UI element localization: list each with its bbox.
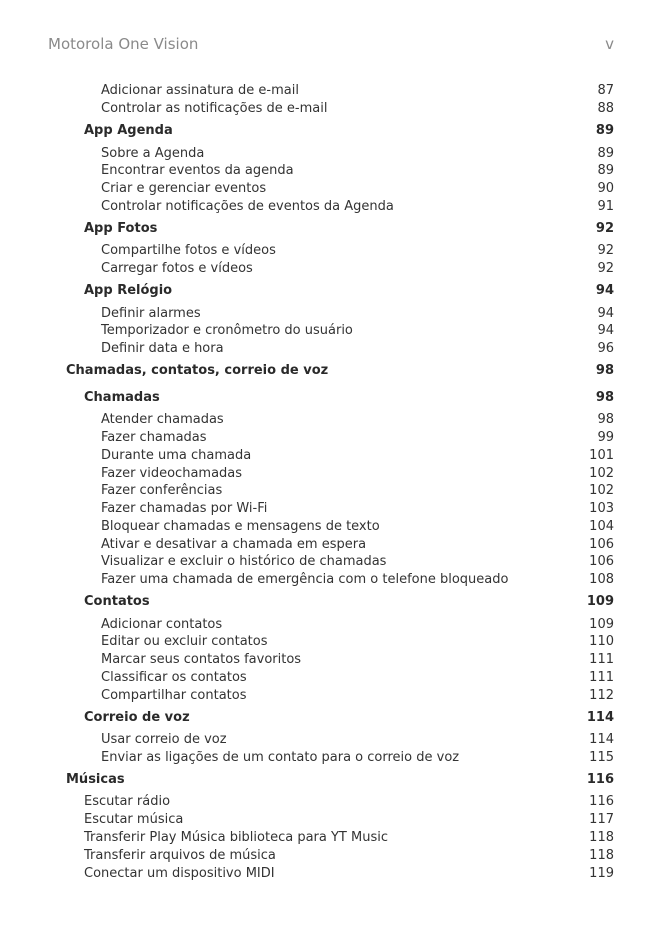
toc-entry-label: Ativar e desativar a chamada em espera — [101, 537, 367, 552]
toc-entry[interactable] — [0, 411, 662, 429]
toc-entry-label: Marcar seus contatos favoritos — [101, 652, 302, 667]
toc-entry[interactable] — [0, 829, 662, 847]
toc-entry-label: Escutar rádio — [84, 794, 171, 809]
toc-entry-page: 96 — [597, 341, 614, 356]
toc-entry-label: Transferir Play Música biblioteca para YT Music — [84, 830, 388, 845]
toc-entry-page: 106 — [589, 537, 614, 552]
toc-entry-label: Atender chamadas — [101, 412, 224, 427]
toc-entry[interactable] — [0, 749, 662, 767]
toc-entry-label: Carregar fotos e vídeos — [101, 261, 253, 276]
toc-entry-label: Criar e gerenciar eventos — [101, 181, 267, 196]
toc-entry-page: 114 — [586, 710, 614, 725]
toc-entry[interactable] — [0, 447, 662, 465]
toc-entry-label: Temporizador e cronômetro do usuário — [101, 323, 353, 338]
toc-entry[interactable] — [0, 518, 662, 536]
toc-entry-page: 103 — [589, 501, 614, 516]
toc-entry-label: App Relógio — [84, 283, 173, 298]
toc-entry-page: 109 — [589, 617, 614, 632]
toc-entry-page: 111 — [589, 670, 614, 685]
toc-entry-page: 104 — [589, 519, 614, 534]
toc-entry-page: 98 — [597, 412, 614, 427]
toc-entry-label: Definir data e hora — [101, 341, 224, 356]
toc-entry-page: 111 — [589, 652, 614, 667]
toc-entry-label: Editar ou excluir contatos — [101, 634, 268, 649]
toc-entry[interactable] — [0, 82, 662, 100]
toc-entry[interactable] — [0, 122, 662, 140]
toc-entry[interactable] — [0, 593, 662, 611]
toc-entry-label: Visualizar e excluir o histórico de chamadas — [101, 554, 387, 569]
toc-entry[interactable] — [0, 687, 662, 705]
toc-entry-label: Enviar as ligações de um contato para o correio de voz — [101, 750, 460, 765]
toc-entry-page: 109 — [586, 594, 614, 609]
toc-entry-page: 118 — [589, 848, 614, 863]
toc-entry-page: 89 — [597, 146, 614, 161]
toc-entry[interactable] — [0, 145, 662, 163]
toc-entry-label: Classificar os contatos — [101, 670, 247, 685]
toc-entry[interactable] — [0, 771, 662, 789]
toc-entry[interactable] — [0, 100, 662, 118]
toc-entry[interactable] — [0, 389, 662, 407]
toc-entry-label: Adicionar contatos — [101, 617, 223, 632]
toc-entry[interactable] — [0, 260, 662, 278]
toc-entry[interactable] — [0, 242, 662, 260]
toc-entry-page: 88 — [597, 101, 614, 116]
toc-entry-page: 119 — [589, 866, 614, 881]
toc-entry[interactable] — [0, 709, 662, 727]
toc-entry-label: Fazer chamadas — [101, 430, 207, 445]
toc-entry[interactable] — [0, 811, 662, 829]
toc-entry[interactable] — [0, 793, 662, 811]
toc-entry-label: Adicionar assinatura de e-mail — [101, 83, 299, 98]
toc-entry-label: Correio de voz — [84, 710, 190, 725]
toc-entry-page: 98 — [595, 390, 614, 405]
toc-entry[interactable] — [0, 180, 662, 198]
toc-entry-page: 89 — [597, 163, 614, 178]
toc-entry-label: Escutar música — [84, 812, 184, 827]
toc-entry-page: 92 — [595, 221, 614, 236]
toc-entry-page: 114 — [589, 732, 614, 747]
toc-entry-page: 94 — [597, 323, 614, 338]
toc-entry-page: 99 — [597, 430, 614, 445]
toc-entry-label: Encontrar eventos da agenda — [101, 163, 294, 178]
toc-entry-page: 101 — [589, 448, 614, 463]
toc-entry-label: App Fotos — [84, 221, 158, 236]
toc-entry[interactable] — [0, 651, 662, 669]
toc-entry-label: Usar correio de voz — [101, 732, 227, 747]
page-number: v — [605, 35, 614, 53]
toc-entry[interactable] — [0, 571, 662, 589]
toc-entry-label: Conectar um dispositivo MIDI — [84, 866, 275, 881]
toc-entry-page: 91 — [597, 199, 614, 214]
toc-entry-page: 92 — [597, 261, 614, 276]
toc-entry[interactable] — [0, 633, 662, 651]
toc-entry-page: 115 — [589, 750, 614, 765]
toc-entry-label: Fazer videochamadas — [101, 466, 243, 481]
toc-entry[interactable] — [0, 847, 662, 865]
toc-entry[interactable] — [0, 305, 662, 323]
toc-entry[interactable] — [0, 340, 662, 358]
toc-entry-label: Chamadas, contatos, correio de voz — [66, 363, 329, 378]
toc-entry-page: 102 — [589, 466, 614, 481]
toc-entry-page: 117 — [589, 812, 614, 827]
toc-entry-page: 118 — [589, 830, 614, 845]
toc-entry-page: 89 — [595, 123, 614, 138]
toc-entry[interactable] — [0, 162, 662, 180]
toc-entry-page: 98 — [595, 363, 614, 378]
toc-entry-page: 106 — [589, 554, 614, 569]
toc-entry-label: Fazer conferências — [101, 483, 223, 498]
page-header — [48, 35, 614, 55]
toc-entry[interactable] — [0, 731, 662, 749]
toc-entry[interactable] — [0, 482, 662, 500]
toc-entry-label: Fazer chamadas por Wi-Fi — [101, 501, 268, 516]
toc-entry-label: Controlar notificações de eventos da Agenda — [101, 199, 394, 214]
toc-entry[interactable] — [0, 669, 662, 687]
toc-entry[interactable] — [0, 282, 662, 300]
toc-entry[interactable] — [0, 536, 662, 554]
toc-entry-label: Fazer uma chamada de emergência com o telefone bloqueado — [101, 572, 509, 587]
toc-entry-page: 102 — [589, 483, 614, 498]
toc-entry[interactable] — [0, 220, 662, 238]
toc-entry[interactable] — [0, 322, 662, 340]
toc-entry[interactable] — [0, 429, 662, 447]
toc-entry-page: 116 — [586, 772, 614, 787]
toc-entry[interactable] — [0, 500, 662, 518]
toc-entry[interactable] — [0, 553, 662, 571]
toc-entry-label: Definir alarmes — [101, 306, 201, 321]
document-title: Motorola One Vision — [48, 35, 199, 53]
toc-entry[interactable] — [0, 865, 662, 883]
toc-entry-label: Chamadas — [84, 390, 160, 405]
toc-entry[interactable] — [0, 465, 662, 483]
toc-entry-page: 112 — [589, 688, 614, 703]
toc-entry[interactable] — [0, 362, 662, 380]
toc-entry-page: 92 — [597, 243, 614, 258]
toc-entry-page: 87 — [597, 83, 614, 98]
toc-entry-label: Transferir arquivos de música — [84, 848, 276, 863]
toc-entry-label: Controlar as notificações de e-mail — [101, 101, 328, 116]
toc-entry-page: 90 — [597, 181, 614, 196]
toc-entry-page: 94 — [595, 283, 614, 298]
toc-entry-label: Durante uma chamada — [101, 448, 252, 463]
toc-entry[interactable] — [0, 198, 662, 216]
toc-entry-label: App Agenda — [84, 123, 173, 138]
toc-entry-label: Bloquear chamadas e mensagens de texto — [101, 519, 380, 534]
toc-entry-page: 108 — [589, 572, 614, 587]
toc-entry[interactable] — [0, 616, 662, 634]
toc-entry-page: 116 — [589, 794, 614, 809]
toc-entry-label: Compartilhar contatos — [101, 688, 247, 703]
toc-entry-label: Compartilhe fotos e vídeos — [101, 243, 276, 258]
toc-entry-label: Sobre a Agenda — [101, 146, 205, 161]
toc-entry-label: Músicas — [66, 772, 125, 787]
toc-entry-label: Contatos — [84, 594, 150, 609]
toc-entry-page: 110 — [589, 634, 614, 649]
toc-entry-page: 94 — [597, 306, 614, 321]
